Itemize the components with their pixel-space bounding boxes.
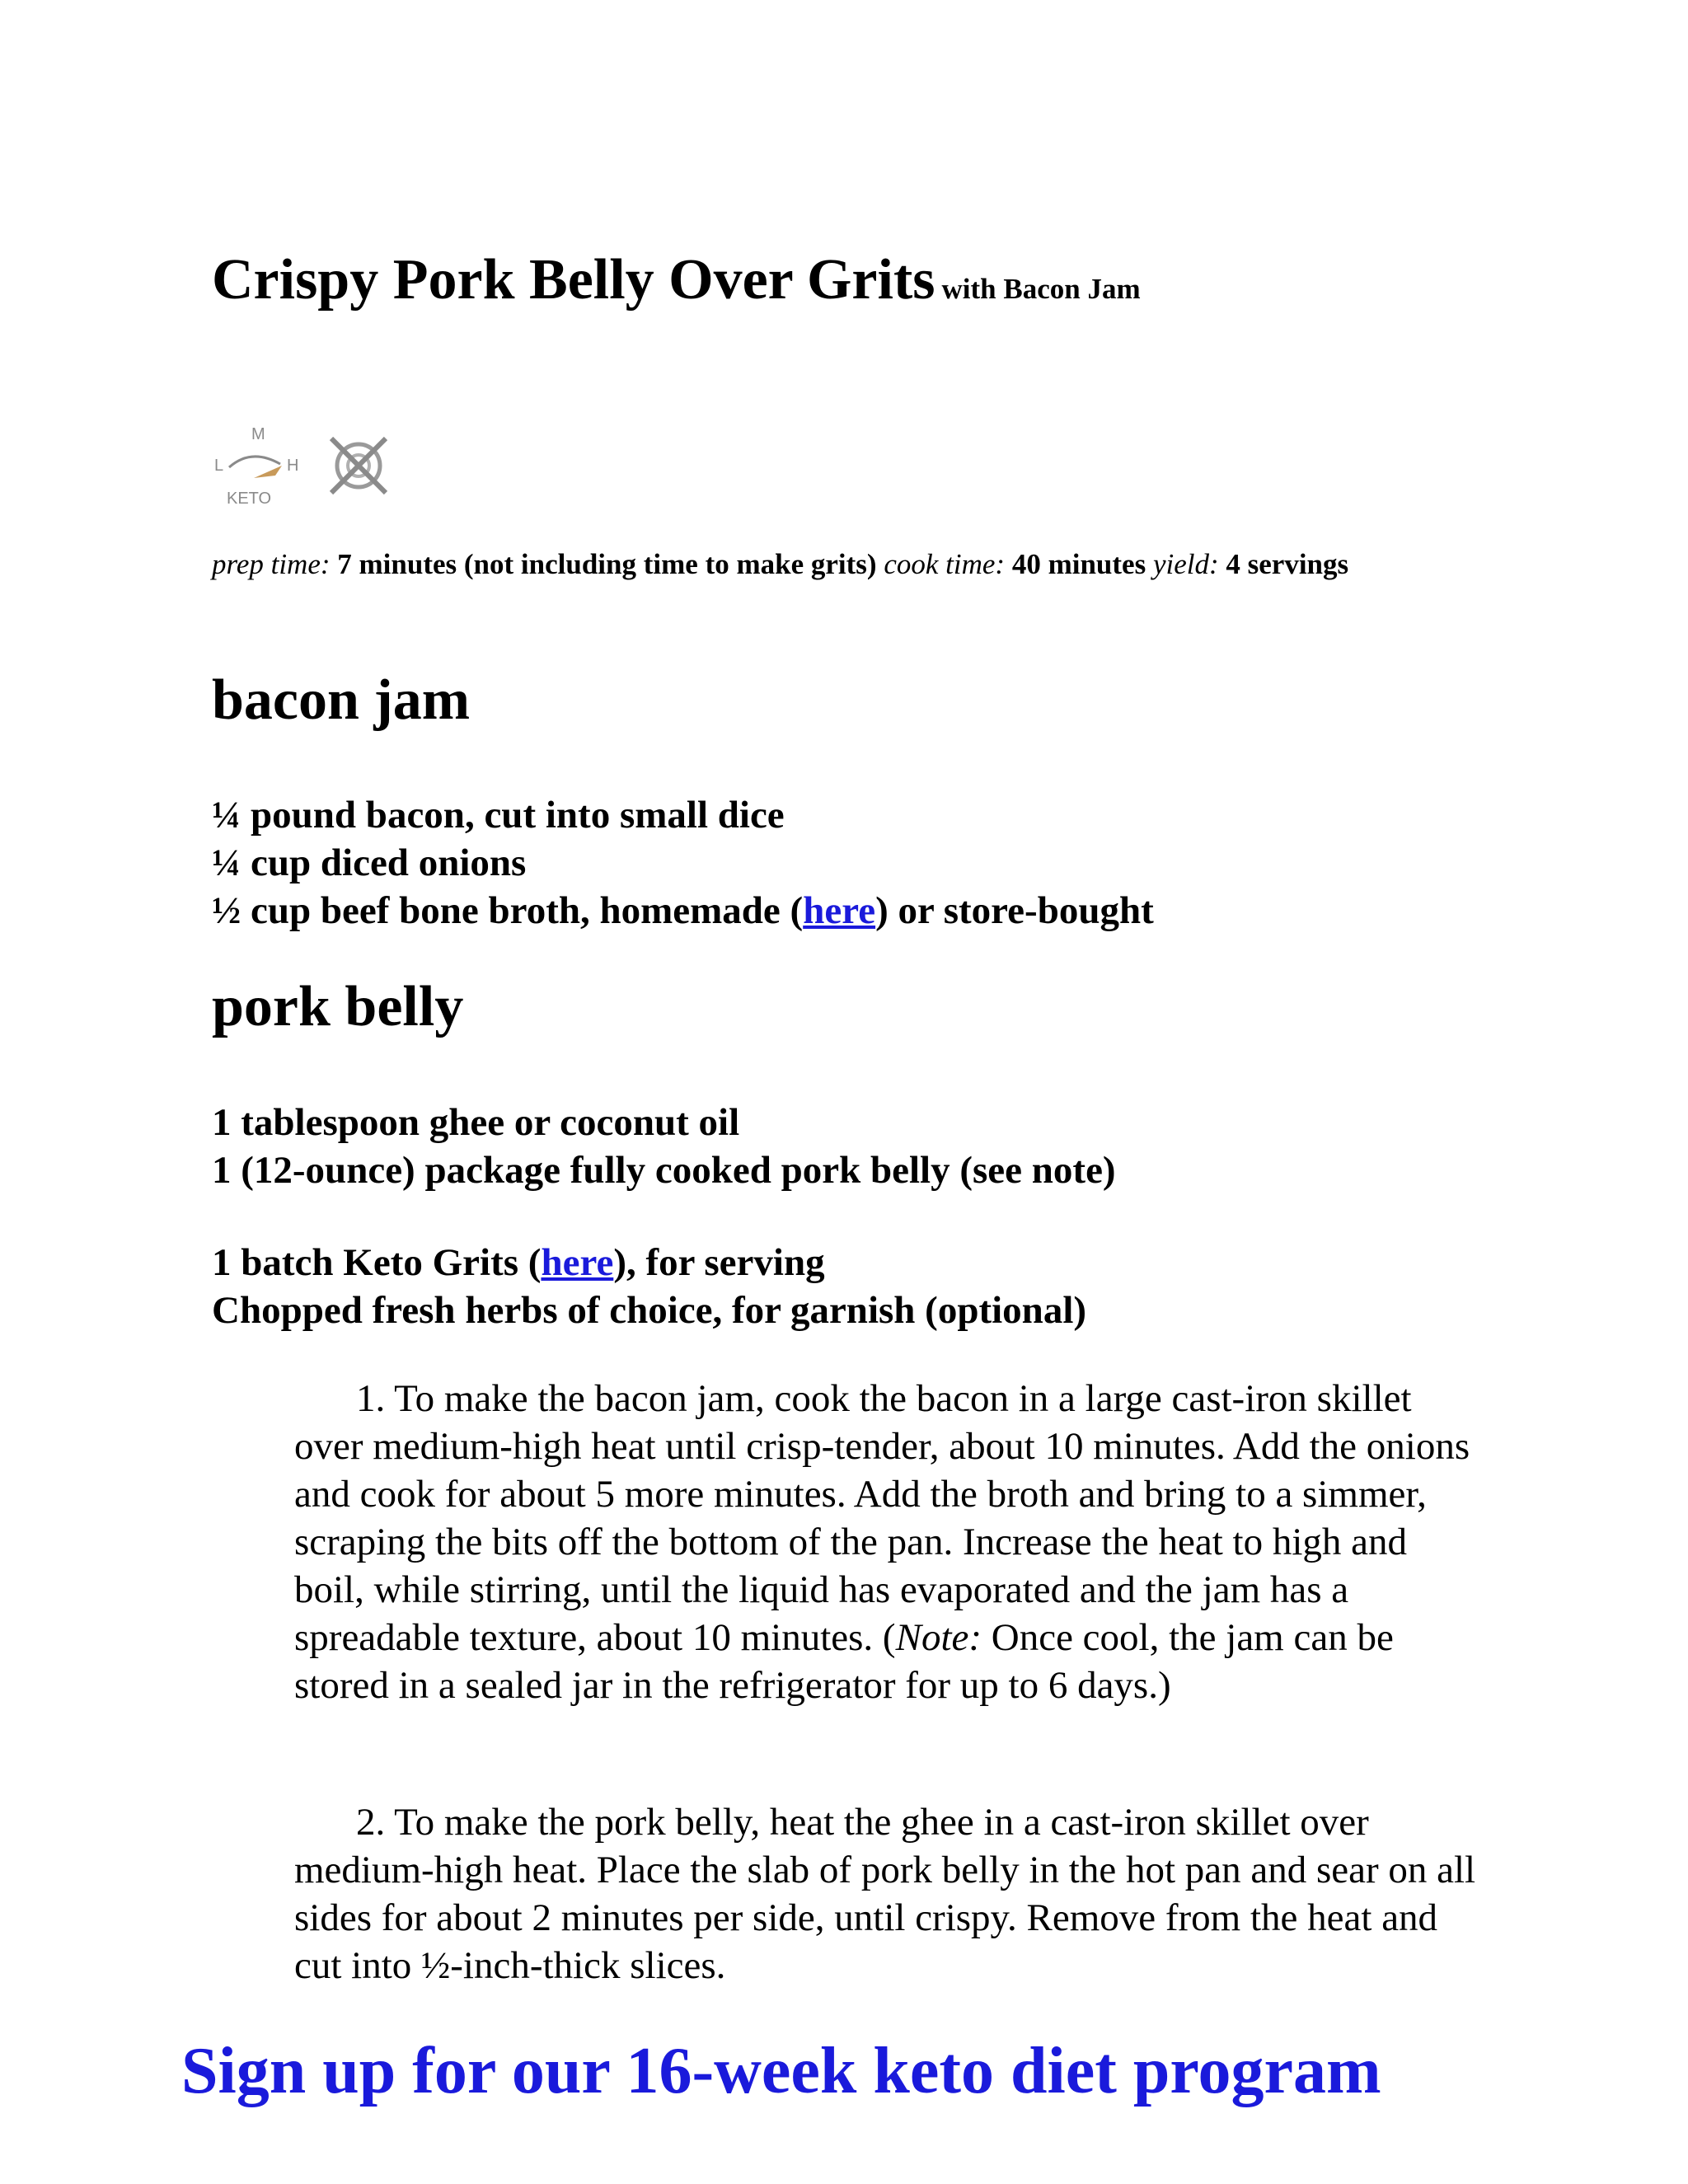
diet-badges xyxy=(206,416,404,515)
yield-value: 4 servings xyxy=(1226,548,1349,580)
grits-text-prefix: 1 batch Keto Grits ( xyxy=(212,1241,542,1284)
keto-medium-label: M xyxy=(251,425,265,443)
pork-belly-ingredients xyxy=(212,1099,1116,1194)
ingredient-item-grits xyxy=(212,1239,1086,1286)
prep-time-value: 7 minutes (not including time to make grits) xyxy=(337,548,877,580)
keto-gauge-needle xyxy=(254,466,282,478)
pork-belly-heading: pork belly xyxy=(212,975,464,1038)
broth-recipe-link[interactable]: here xyxy=(803,889,876,932)
recipe-step-1 xyxy=(294,1375,1481,1709)
recipe-meta xyxy=(212,548,1348,581)
keto-level-icon xyxy=(206,416,313,515)
keto-low-label: L xyxy=(214,457,224,475)
grits-text-suffix: ), for serving xyxy=(613,1241,825,1284)
prep-time-label: prep time: xyxy=(212,548,331,580)
ingredient-item: Chopped fresh herbs of choice, for garnish (optional) xyxy=(212,1289,1087,1332)
ingredient-item: 1 (12-ounce) package fully cooked pork belly (see note) xyxy=(212,1149,1116,1192)
keto-high-label: H xyxy=(287,457,299,475)
no-nuts-icon xyxy=(321,429,396,503)
recipe-subtitle: with Bacon Jam xyxy=(941,273,1141,305)
recipe-step-2 xyxy=(294,1798,1481,1990)
step-1-note-label: Note: xyxy=(895,1616,982,1659)
ingredient-item-broth xyxy=(212,887,1154,935)
ingredient-item: 1 tablespoon ghee or coconut oil xyxy=(212,1101,740,1144)
recipe-title-block xyxy=(212,247,1141,313)
step-1-part2: Once cool, the jam can be stored in a sealed jar in the refrigerator for up to 6 days.) xyxy=(294,1616,1394,1707)
broth-text-prefix: ½ cup beef bone broth, homemade ( xyxy=(212,889,804,932)
grits-recipe-link[interactable]: here xyxy=(541,1241,614,1284)
bacon-jam-heading: bacon jam xyxy=(212,668,471,732)
broth-text-suffix: ) or store-bought xyxy=(875,889,1154,932)
cook-time-label: cook time: xyxy=(884,548,1006,580)
signup-cta-link[interactable]: Sign up for our 16-week keto diet program xyxy=(181,2035,1381,2107)
recipe-title: Crispy Pork Belly Over Grits xyxy=(212,248,935,312)
serving-ingredients xyxy=(212,1239,1086,1334)
ingredient-item: ¼ pound bacon, cut into small dice xyxy=(212,794,785,837)
cook-time-value: 40 minutes xyxy=(1011,548,1146,580)
step-2-text: 2. To make the pork belly, heat the ghee in a cast-iron skillet over medium-high heat. Place the slab of pork belly in the hot pan and sear on all sides for about 2 minutes per side, until crispy. Remove from the heat and cut into ½-inch-thick slices. xyxy=(294,1801,1476,1987)
keto-gauge-arc xyxy=(229,457,280,467)
step-1-text xyxy=(294,1375,1481,1709)
keto-label: KETO xyxy=(227,490,272,508)
ingredient-item: ¼ cup diced onions xyxy=(212,841,527,884)
step-1-part1: 1. To make the bacon jam, cook the bacon in a large cast-iron skillet over medium-high heat until crisp-tender, about 10 minutes. Add the onions and cook for about 5 more minutes. Add the broth and bring to a simmer, scraping the bits off the bottom of the pan. Increase the heat to high and boil, while stirring, until the liquid has evaporated and the jam has a spreadable texture, about 10 minutes. ( xyxy=(294,1377,1470,1659)
bacon-jam-ingredients xyxy=(212,791,1154,935)
yield-label: yield: xyxy=(1152,548,1219,580)
